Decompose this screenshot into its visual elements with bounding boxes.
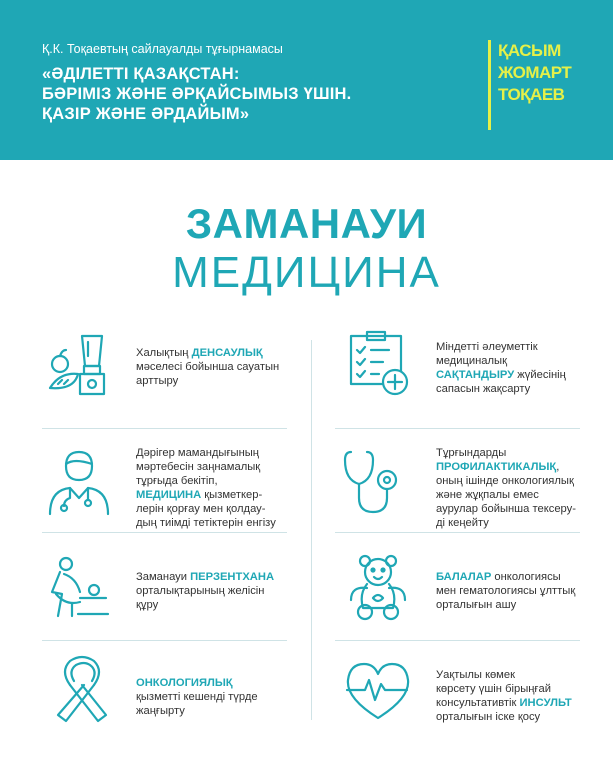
row-divider	[42, 640, 287, 641]
item-text-line	[136, 488, 276, 502]
item-text-line	[436, 340, 566, 354]
slogan-line: ҚАЗІР ЖӘНЕ ӘРДАЙЫМ»	[42, 105, 250, 123]
item-text-fragment: қызметті кешенді түрде	[136, 691, 258, 703]
item-text-fragment: арттыру	[136, 375, 179, 387]
item-text-line	[136, 570, 274, 584]
item-text-line	[436, 354, 566, 368]
item-text	[136, 346, 279, 388]
row-divider	[335, 532, 580, 533]
stethoscope-icon	[341, 448, 411, 518]
item-text-line	[136, 676, 258, 690]
item-text-fragment: Тұрғындарды	[436, 447, 507, 459]
item-text-line	[436, 488, 576, 502]
item-text-fragment: онкологиясы	[491, 571, 561, 583]
highlight-keyword: ПРОФИЛАКТИКАЛЫҚ	[436, 461, 557, 473]
item-text-fragment: жүйесінің	[514, 369, 566, 381]
item-text-fragment: мәселесі бойынша сауатын	[136, 361, 280, 373]
item-text-fragment: мәртебесін заңнамалық	[136, 461, 261, 473]
item-text-line	[436, 682, 572, 696]
highlight-keyword: ИНСУЛЬТ	[519, 697, 572, 709]
item-text-fragment: Уақтылы көмек	[436, 669, 515, 681]
item-text	[436, 446, 576, 530]
item-text-fragment: орталықтарының желісін	[136, 585, 265, 597]
item-text-fragment: құру	[136, 599, 159, 611]
item-text-line	[436, 696, 572, 710]
column-divider	[311, 340, 312, 720]
item-text-fragment: жаңғырту	[136, 705, 185, 717]
logo-text	[498, 40, 571, 106]
item-text-fragment: ді кеңейту	[436, 517, 489, 529]
item-text	[436, 340, 566, 396]
item-text-fragment: қызметкер-	[201, 489, 263, 501]
item-text-line	[136, 704, 258, 718]
header-banner	[0, 0, 613, 160]
item-text-fragment: орталығын іске қосу	[436, 711, 541, 723]
logo-bar	[488, 40, 491, 130]
highlight-keyword: ДЕНСАУЛЫҚ	[191, 347, 263, 359]
logo-line: ТОҚАЕВ	[498, 85, 565, 104]
highlight-keyword: ПЕРЗЕНТХАНА	[190, 571, 275, 583]
blender-food-icon	[44, 330, 114, 400]
item-text-fragment: Заманауи	[136, 571, 191, 583]
row-divider	[335, 428, 580, 429]
item-text-fragment: ,	[556, 461, 560, 473]
item-text-line	[136, 598, 274, 612]
awareness-ribbon-icon	[48, 655, 118, 725]
item-text	[436, 570, 575, 612]
heart-pulse-icon	[343, 656, 413, 726]
page-title-line1: ЗАМАНАУИ	[185, 200, 428, 247]
item-text-line	[136, 516, 276, 530]
item-text	[436, 668, 572, 724]
item-text-fragment: орталығын ашу	[436, 599, 517, 611]
candidate-logo	[488, 40, 572, 130]
item-text-line	[436, 668, 572, 682]
item-text-fragment: лерін қорғау мен қолдау-	[136, 503, 266, 515]
item-text-line	[436, 382, 566, 396]
item-text-line	[436, 598, 575, 612]
row-divider	[42, 532, 287, 533]
logo-line: ЖОМАРТ	[498, 63, 572, 82]
author-caption: Қ.К. Тоқаевтың сайлауалды тұғырнамасы	[42, 42, 283, 56]
item-text-fragment: мен гематологиясы ұлттық	[436, 585, 576, 597]
teddy-bear-icon	[343, 552, 413, 622]
item-text-line	[136, 460, 276, 474]
slogan-line: «ӘДІЛЕТТІ ҚАЗАҚСТАН:	[42, 65, 240, 83]
highlight-keyword: ОНКОЛОГИЯЛЫҚ	[136, 677, 233, 689]
item-text-line	[436, 446, 576, 460]
item-text-line	[436, 460, 576, 474]
doctor-icon	[44, 446, 114, 516]
highlight-keyword: БАЛАЛАР	[436, 571, 492, 583]
slogan-line: БӘРІМІЗ ЖӘНЕ ӘРҚАЙСЫМЫЗ ҮШІН.	[42, 85, 352, 103]
item-text-fragment: көрсету үшін бірыңғай	[436, 683, 551, 695]
item-text-fragment: тұрғыда бекітіп,	[136, 475, 218, 487]
logo-line: ҚАСЫМ	[498, 41, 561, 60]
item-text-line	[436, 710, 572, 724]
item-text-fragment: сапасын жақсарту	[436, 383, 531, 395]
highlight-keyword: МЕДИЦИНА	[136, 489, 202, 501]
item-text-fragment: Халықтың	[136, 347, 192, 359]
item-text-line	[136, 690, 258, 704]
item-text-fragment: дың тиімді тетіктерін енгізу	[136, 517, 276, 529]
item-text-line	[136, 502, 276, 516]
slogan	[42, 64, 462, 124]
item-text-fragment: Дәрігер мамандығының	[136, 447, 259, 459]
item-text-line	[136, 474, 276, 488]
mother-baby-icon	[42, 554, 112, 624]
item-text-line	[136, 374, 279, 388]
item-text-line	[136, 584, 274, 598]
highlight-keyword: САҚТАНДЫРУ	[436, 369, 515, 381]
item-text-line	[136, 346, 279, 360]
item-text-fragment: медициналық	[436, 355, 507, 367]
item-text-fragment: аурулар бойынша тексеру-	[436, 503, 576, 515]
item-text-line	[436, 570, 575, 584]
row-divider	[335, 640, 580, 641]
item-text-fragment: Міндетті әлеуметтік	[436, 341, 538, 353]
item-text-line	[436, 368, 566, 382]
page-title-line2: МЕДИЦИНА	[172, 248, 441, 297]
item-text-line	[436, 474, 576, 488]
item-text-line	[136, 360, 279, 374]
item-text-line	[436, 516, 576, 530]
item-text-line	[436, 502, 576, 516]
item-text-line	[436, 584, 575, 598]
item-text	[136, 570, 274, 612]
clipboard-checklist-icon	[343, 328, 413, 398]
item-text	[136, 676, 258, 718]
item-text-fragment: оның ішінде онкологиялық	[436, 475, 574, 487]
row-divider	[42, 428, 287, 429]
item-text-fragment: және жұқпалы емес	[436, 489, 539, 501]
item-text	[136, 446, 276, 530]
item-text-line	[136, 446, 276, 460]
item-text-fragment: консультативтік	[436, 697, 520, 709]
